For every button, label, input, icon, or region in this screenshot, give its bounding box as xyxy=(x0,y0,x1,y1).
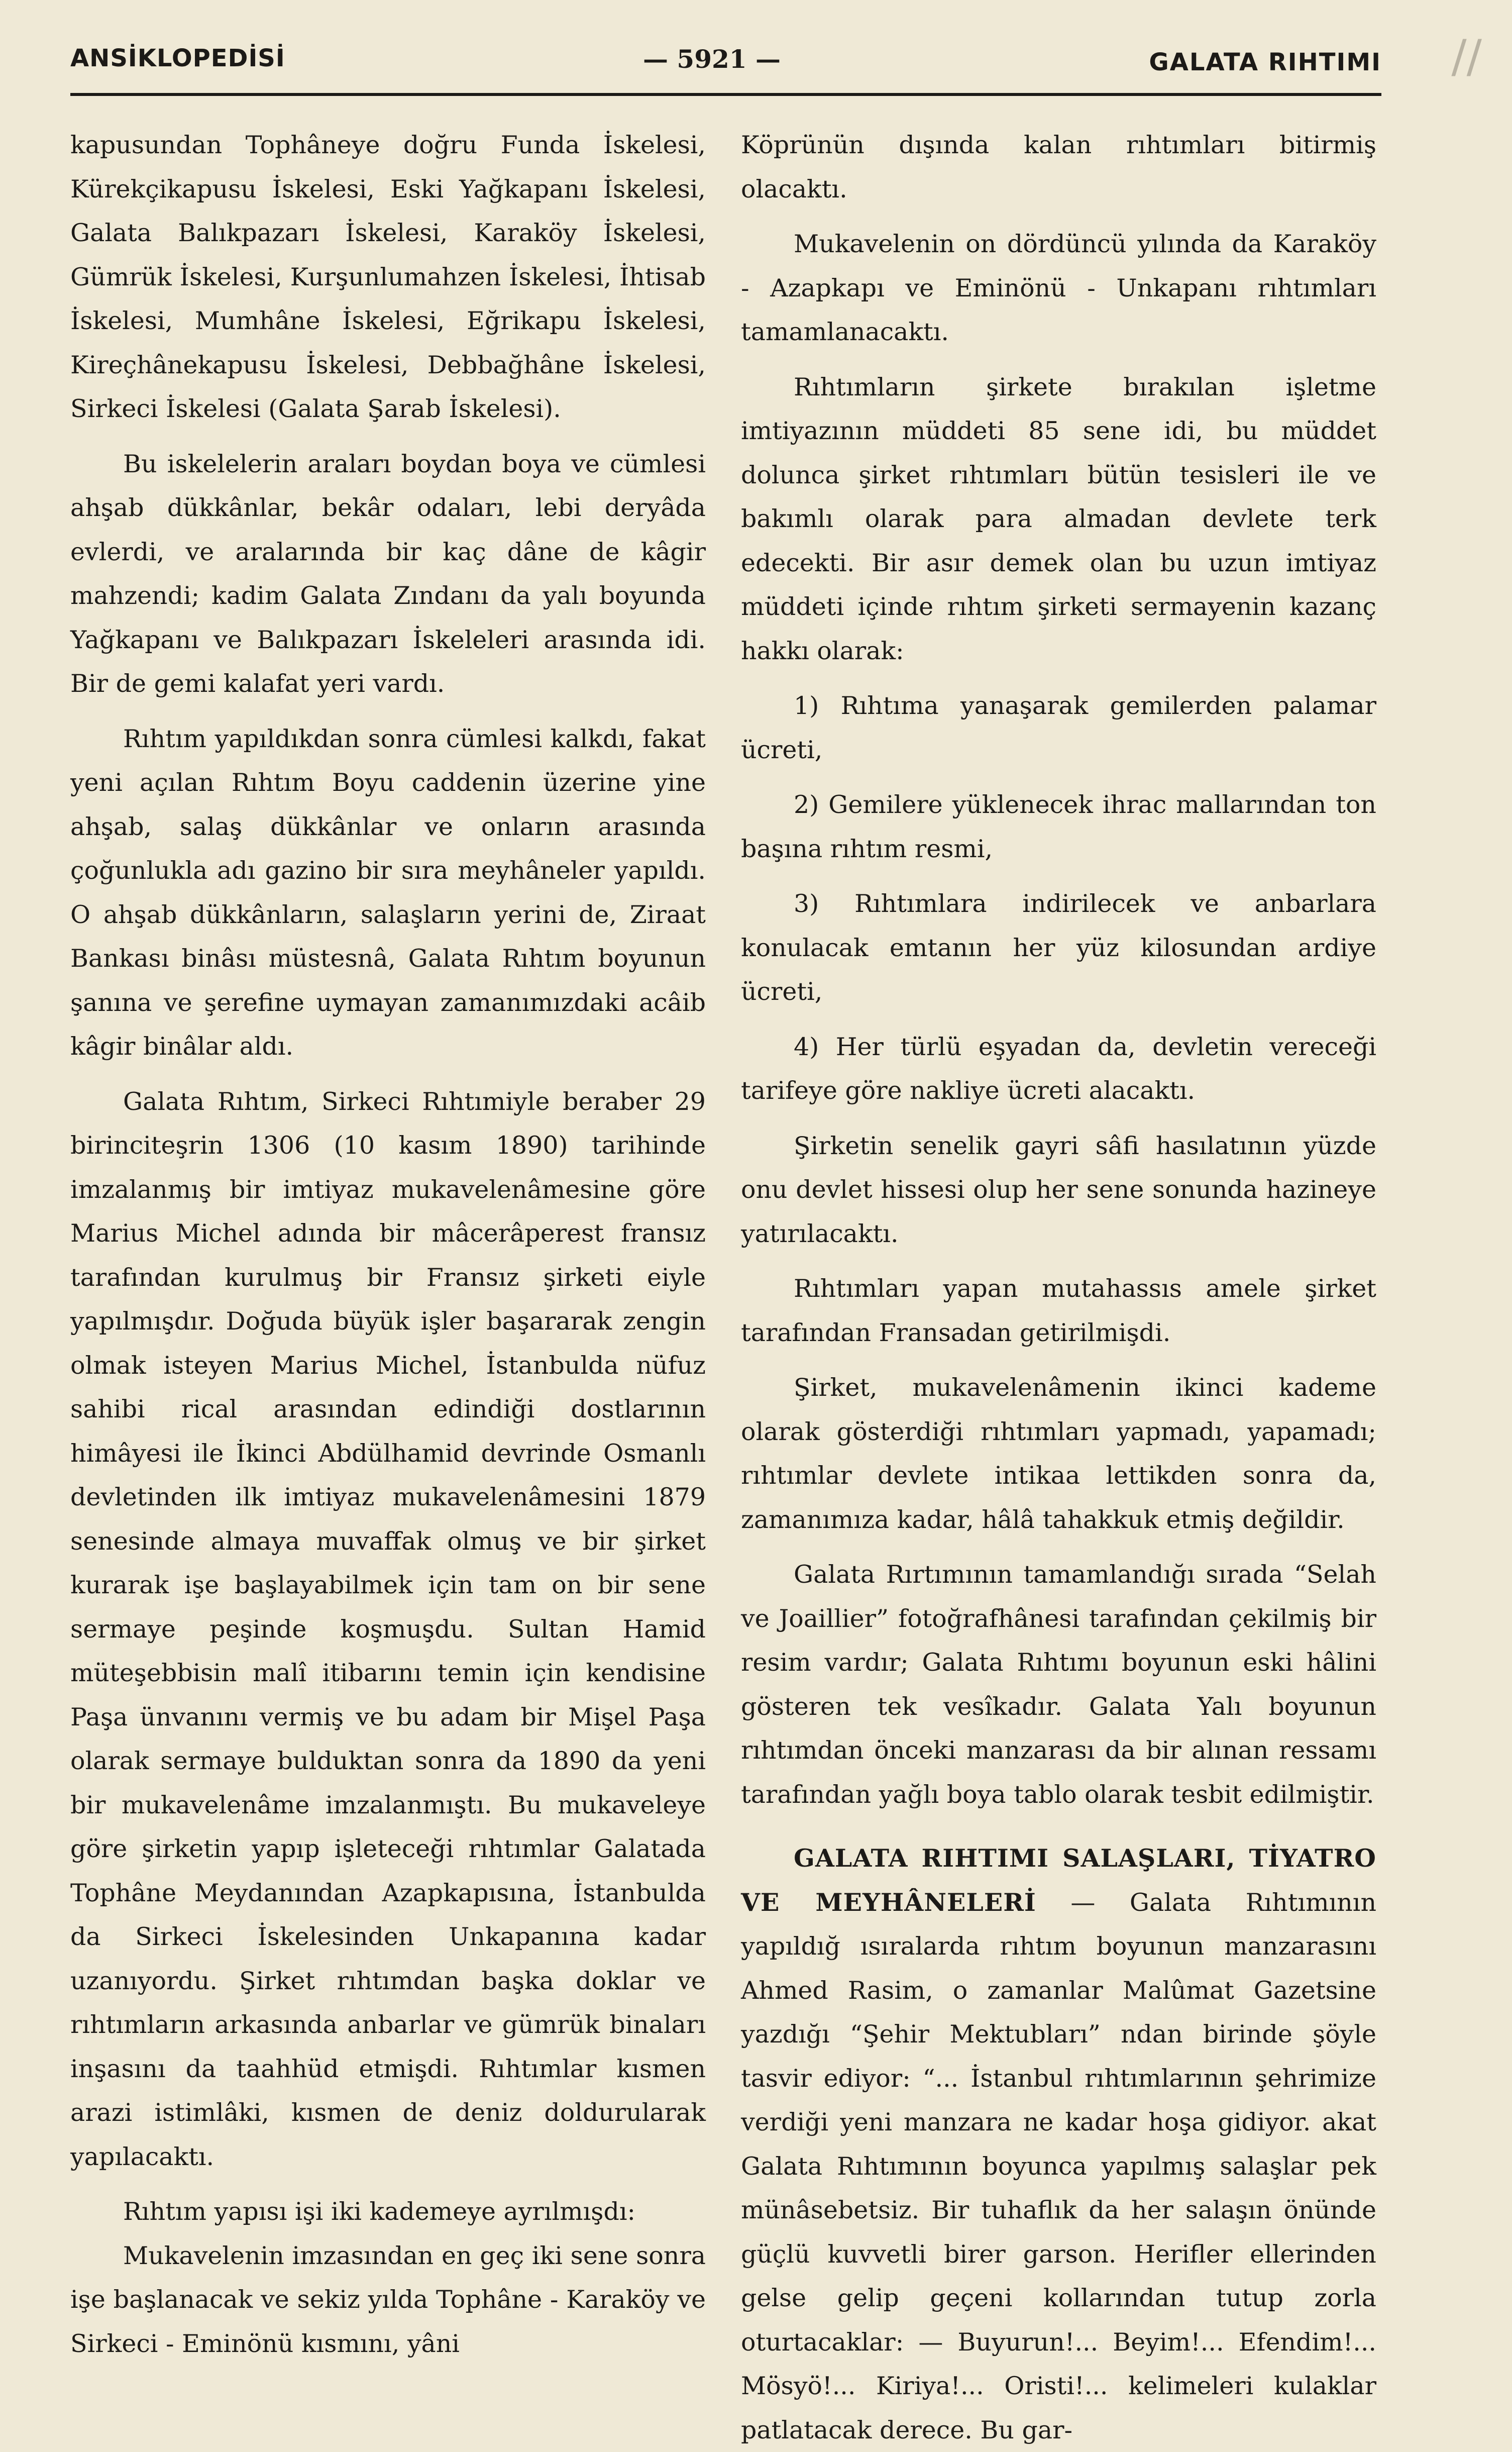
list-item: 3) Rıhtımlara indirilecek ve anbarlara konulacak emtanın her yüz kilosundan ardiye ücreti, xyxy=(741,889,1376,1006)
list-item: 4) Her türlü eşyadan da, devletin vereceği tarifeye göre nakliye ücreti alacaktı. xyxy=(741,1032,1376,1105)
paragraph: Mukavelenin imzasından en geç iki sene sonra işe başlanacak ve sekiz yılda Tophâne - Karaköy ve Sirkeci - Eminönü kısmını, yâni xyxy=(70,2241,706,2358)
pencil-mark: // xyxy=(1451,30,1482,83)
encyclopedia-title: ANSİKLOPEDİSİ xyxy=(70,44,285,72)
paragraph: Rıhtımları yapan mutahassıs amele şirket tarafından Fransadan getirilmişdi. xyxy=(741,1274,1376,1347)
entry-title: GALATA RIHTIMI SALAŞLARI, TİYATRO VE MEYHÂNELERİ xyxy=(741,1844,1376,1917)
paragraph: Şirketin senelik gayri sâfi hasılatının yüzde onu devlet hissesi olup her sene sonunda hazineye yatırılacaktı. xyxy=(741,1131,1376,1248)
paragraph: Rıhtım yapıldıkdan sonra cümlesi kalkdı, fakat yeni açılan Rıhtım Boyu caddenin üzerine yine ahşab, salaş dükkânlar ve onların arasında çoğunlukla adı gazino bir sıra meyhâneler yapıldı. O ahşab dükkânların, salaşların yerini de, Ziraat Bankası binâsı müstesnâ, Galata Rıhtım boyunun şanına ve şerefine uymayan zamanımızdaki acâib kâgir binâlar aldı. xyxy=(70,724,706,1061)
paragraph: Şirket, mukavelenâmenin ikinci kademe olarak gösterdiği rıhtımları yapmadı, yapamadı; rıhtımlar devlete intikaa lettikden sonra da, zamanımıza kadar, hâlâ tahakkuk etmiş değildir. xyxy=(741,1373,1376,1534)
paragraph: Galata Rıhtım, Sirkeci Rıhtımiyle beraber 29 birinciteşrin 1306 (10 kasım 1890) tarihinde imzalanmış bir imtiyaz mukavelenâmesine göre Marius Michel adında bir mâcerâperest fransız tarafından kurulmuş bir Fransız şirketi eiyle yapılmışdır. Doğuda büyük işler başararak zengin olmak isteyen Marius Michel, İstanbulda nüfuz sahibi rical arasından edindiği dostlarının himâyesi ile İkinci Abdülhamid devrinde Osmanlı devletinden ilk imtiyaz mukavelenâmesini 1879 senesinde almaya muvaffak olmuş ve bir şirket kurarak işe başlayabilmek için tam on bir sene sermaye peşinde koşmuşdu. Sultan Hamid müteşebbisin malî itibarını temin için kendisine Paşa ünvanını vermiş ve bu adam bir Mişel Paşa olarak sermaye bulduktan sonra da 1890 da yeni bir mukavelenâme imzalanmıştı. Bu mukaveleye göre şirketin yapıp işleteceği rıhtımlar Galatada Tophâne Meydanından Azapkapısına, İstanbulda da Sirkeci İskelesinden Unkapanına kadar uzanıyordu. Şirket rıhtımdan başka doklar ve rıhtımların arkasında anbarlar ve gümrük binaları inşasını da taahhüd etmişdi. Rıhtımlar kısmen arazi istimlâki, kısmen de deniz doldurularak yapılacaktı. xyxy=(70,1087,706,2171)
paragraph: Köprünün dışında kalan rıhtımları bitirmiş olacaktı. xyxy=(741,131,1376,203)
right-column xyxy=(741,123,1376,2452)
page-number: — 5921 — xyxy=(643,44,781,74)
header-rule xyxy=(70,93,1381,96)
list-item: 1) Rıhtıma yanaşarak gemilerden palamar ücreti, xyxy=(741,691,1376,764)
entry-running-title: GALATA RIHTIMI xyxy=(1149,48,1381,76)
list-item: 2) Gemilere yüklenecek ihrac mallarından ton başına rıhtım resmi, xyxy=(741,790,1376,863)
running-header xyxy=(70,44,1381,89)
paragraph: Mukavelenin on dördüncü yılında da Karaköy - Azapkapı ve Eminönü - Unkapanı rıhtımları tamamlanacaktı. xyxy=(741,230,1376,346)
paragraph: Rıhtım yapısı işi iki kademeye ayrılmışdı: xyxy=(123,2197,636,2226)
paragraph: kapusundan Tophâneye doğru Funda İskelesi, Kürekçikapusu İskelesi, Eski Yağkapanı İskelesi, Galata Balıkpazarı İskelesi, Karaköy İskelesi, Gümrük İskelesi, Kurşunlumahzen İskelesi, İhtisab İskelesi, Mumhâne İskelesi, Eğrikapu İskelesi, Kireçhânekapusu İskelesi, Debbağhâne İskelesi, Sirkeci İskelesi (Galata Şarab İskelesi). xyxy=(70,131,706,423)
left-column xyxy=(70,123,706,2366)
paragraph: Bu iskelelerin araları boydan boya ve cümlesi ahşab dükkânlar, bekâr odaları, lebi deryâda evlerdi, ve aralarında bir kaç dâne de kâgir mahzendi; kadim Galata Zındanı da yalı boyunda Yağkapanı ve Balıkpazarı İskeleleri arasında idi. Bir de gemi kalafat yeri vardı. xyxy=(70,449,706,698)
paragraph: Rıhtımların şirkete bırakılan işletme imtiyazının müddeti 85 sene idi, bu müddet dolunca şirket rıhtımları bütün tesisleri ile ve bakımlı olarak para almadan devlete terk edecekti. Bir asır demek olan bu uzun imtiyaz müddeti içinde rıhtım şirketi sermayenin kazanç hakkı olarak: xyxy=(741,372,1376,665)
entry-paragraph xyxy=(741,1836,1376,2452)
paragraph: Galata Rırtımının tamamlandığı sırada “Selah ve Joaillier” fotoğrafhânesi tarafından çekilmiş bir resim vardır; Galata Rıhtımı boyunun eski hâlini gösteren tek vesîkadır. Galata Yalı boyunun rıhtımdan önceki manzarası da bir alınan ressamı tarafından yağlı boya tablo olarak tesbit edilmiştir. xyxy=(741,1560,1376,1809)
entry-text: — Galata Rıhtımının yapıldığ ısıralarda rıhtım boyunun manzarasını Ahmed Rasim, o zamanlar Malûmat Gazetsine yazdığı “Şehir Mektubları” ndan birinde şöyle tasvir ediyor: “... İstanbul rıhtımlarının şehrimize verdiği yeni manzara ne kadar hoşa gidiyor. akat Galata Rıhtımının boyunca yapılmış salaşlar pek münâsebetsiz. Bir tuhaflık da her salaşın önünde güçlü kuvvetli birer garson. Herifler ellerinden gelse gelip geçeni kollarından tutup zorla oturtacaklar: — Buyurun!... Beyim!... Efendim!... Mösyö!... Kiriya!... Oristi!... kelimeleri kulaklar patlatacak derece. Bu gar- xyxy=(741,1888,1377,2444)
